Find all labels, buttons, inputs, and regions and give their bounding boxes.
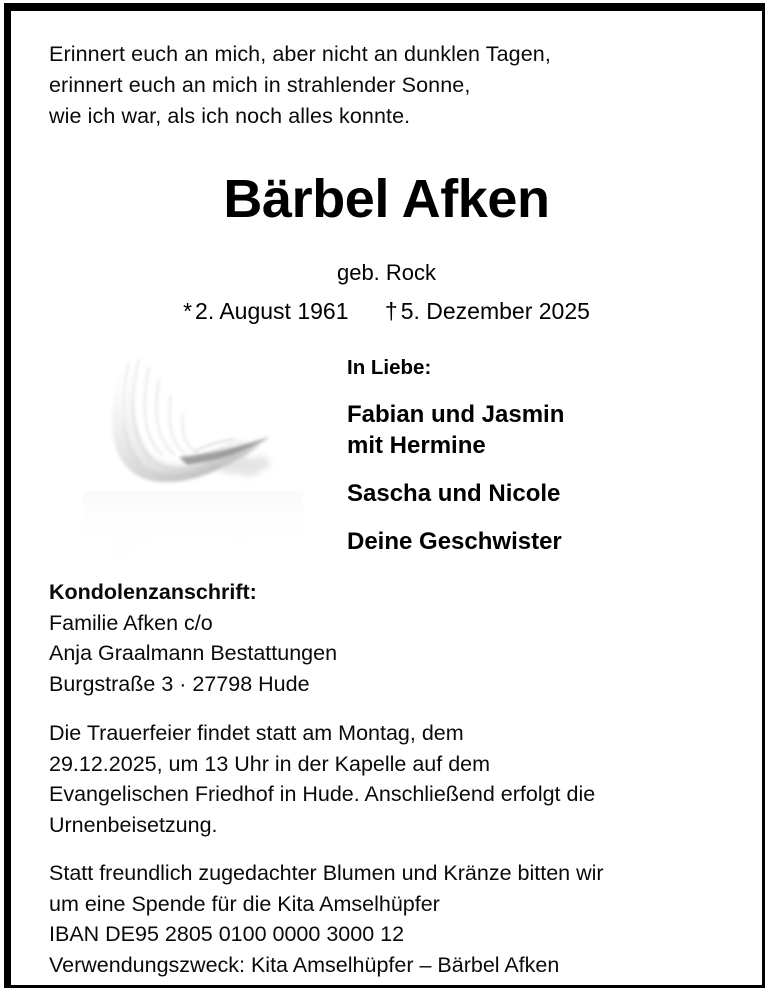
condolence-address-line-1: Familie Afken c/o — [49, 610, 213, 635]
life-dates — [11, 296, 762, 326]
feather-illustration — [83, 339, 303, 554]
service-line-1: Die Trauerfeier findet statt am Montag, dem — [49, 721, 464, 745]
condolence-address-line-3: Burgstraße 3 · 27798 Hude — [49, 671, 310, 696]
birth-date: 2. August 1961 — [195, 298, 349, 324]
condolence-address-heading: Kondolenzanschrift: — [49, 580, 257, 604]
condolence-address-line-2: Anja Graalmann Bestattungen — [49, 641, 338, 665]
family-group-2 — [347, 478, 677, 509]
cross-dagger-icon: † — [384, 298, 398, 324]
poem-line-1: Erinnert euch an mich, aber nicht an dunklen Tagen, — [49, 42, 551, 66]
donation-iban: IBAN DE95 2805 0100 0000 3000 12 — [49, 922, 405, 946]
poem-line-2: erinnert euch an mich in strahlender Sonne, — [49, 73, 471, 97]
donation-line-2: um eine Spende für die Kita Amselhüpfer — [49, 891, 440, 916]
family-group-1-line-1: Fabian und Jasmin — [347, 401, 565, 428]
death-date: 5. Dezember 2025 — [400, 298, 590, 324]
family-lead-text: In Liebe: — [347, 356, 432, 379]
donation-reference: Verwendungszweck: Kita Amselhüpfer – Bärbel Afken — [49, 952, 560, 977]
service-line-3: Evangelischen Friedhof in Hude. Anschließend erfolgt die — [49, 782, 596, 806]
family-group-1-line-2: mit Hermine — [347, 432, 486, 459]
birth-date-group — [183, 298, 348, 324]
birth-asterisk-icon: * — [183, 298, 193, 324]
service-line-4: Urnenbeisetzung. — [49, 812, 218, 837]
deceased-name: Bärbel Afken — [223, 169, 550, 229]
family-group-3-line-1: Deine Geschwister — [347, 528, 562, 555]
deceased-maiden-name: geb. Rock — [336, 260, 437, 285]
obituary-notice — [4, 3, 765, 988]
surviving-family — [347, 355, 677, 557]
memorial-poem — [49, 39, 689, 132]
condolence-address-block — [49, 577, 729, 699]
donation-request-block — [49, 858, 729, 980]
family-group-1 — [347, 399, 677, 461]
poem-line-3: wie ich war, als ich noch alles konnte. — [49, 104, 411, 128]
death-date-group — [385, 298, 590, 324]
donation-line-1: Statt freundlich zugedachter Blumen und Kränze bitten wir — [49, 861, 604, 885]
service-line-2: 29.12.2025, um 13 Uhr in der Kapelle auf dem — [49, 751, 491, 776]
family-group-3 — [347, 526, 677, 557]
family-group-2-line-1: Sascha und Nicole — [347, 480, 561, 507]
funeral-service-block — [49, 718, 729, 840]
notice-inner — [11, 11, 762, 985]
